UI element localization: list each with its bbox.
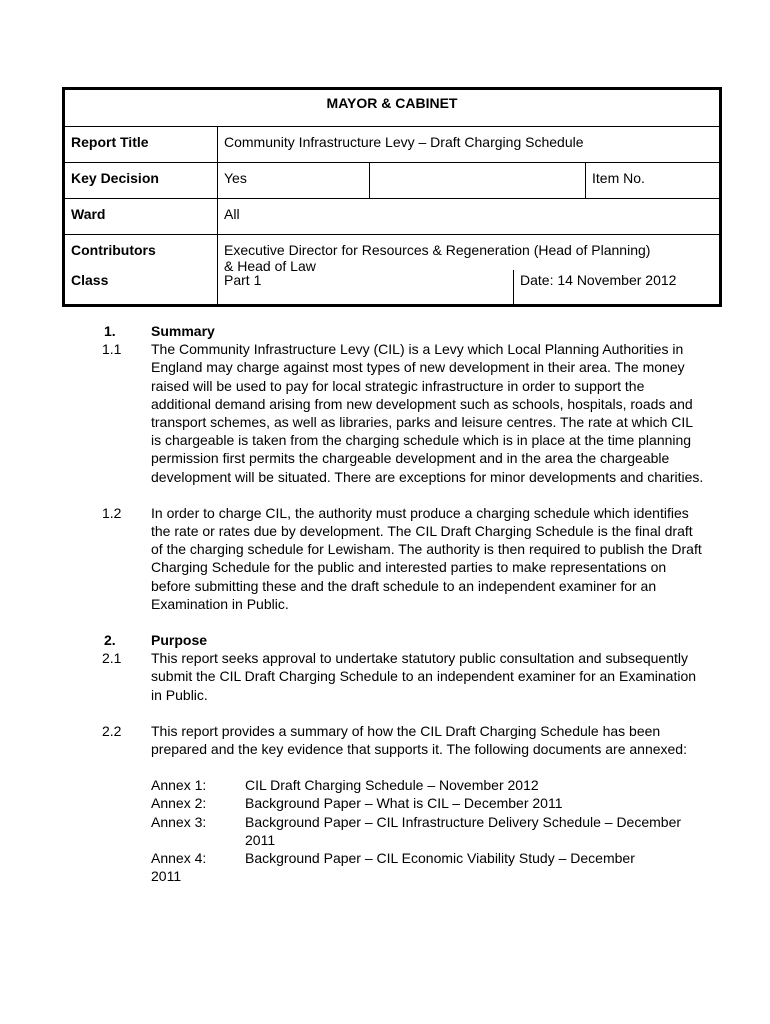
paragraph-text: This report provides a summary of how the CIL Draft Charging Schedule has been prepared and the key evidence that supports it. The following documents are annexed: bbox=[151, 722, 687, 758]
report-title-label: Report Title bbox=[65, 127, 218, 162]
contributors-label: Contributors bbox=[65, 235, 218, 270]
key-decision-value: Yes bbox=[218, 163, 370, 198]
annex-list bbox=[151, 776, 704, 885]
paragraph-2-2 bbox=[104, 722, 704, 758]
annex-label: Annex 1: bbox=[151, 777, 207, 794]
ward-label: Ward bbox=[65, 199, 218, 234]
paragraph-text: The Community Infrastructure Levy (CIL) is a Levy which Local Planning Authorities in England may charge against most types of new development in their area. The money raised will be used to pay for local strategic infrastructure in order to support the additional demand arising from new development such as schools, hospitals, roads and transport schemes, as well as libraries, parks and leisure centres. The rate at which CIL is chargeable is taken from the charging schedule which is in place at the time planning permission first permits the chargeable development and in the area the chargeable development will be situated. There are exceptions for minor developments and charities. bbox=[151, 341, 704, 485]
report-title-row bbox=[65, 126, 719, 162]
annex-continuation: 2011 bbox=[151, 868, 182, 885]
item-no-label: Item No. bbox=[592, 170, 645, 186]
key-decision-label: Key Decision bbox=[65, 163, 218, 198]
paragraph-number: 2.2 bbox=[102, 722, 122, 739]
annex-label: Annex 2: bbox=[151, 795, 207, 812]
table-title-row bbox=[65, 90, 719, 126]
contributors-line-2: & Head of Law bbox=[224, 258, 316, 274]
report-body bbox=[104, 322, 704, 885]
annex-label: Annex 4: bbox=[151, 850, 207, 867]
paragraph-number: 1.1 bbox=[102, 341, 122, 358]
section-number: 2. bbox=[104, 632, 116, 649]
annex-text: Background Paper – What is CIL – December 2011 bbox=[245, 795, 563, 812]
paragraph-1-2 bbox=[104, 504, 704, 613]
section-number: 1. bbox=[104, 323, 116, 339]
date-value: Date: 14 November 2012 bbox=[520, 272, 677, 288]
key-decision-blank bbox=[370, 163, 586, 198]
paragraph-text: This report seeks approval to undertake statutory public consultation and subsequently submit the CIL Draft Charging Schedule to an independent examiner for an Examination in Public. bbox=[151, 650, 697, 703]
key-decision-row bbox=[65, 162, 719, 198]
contributors-row bbox=[65, 234, 719, 274]
report-title-value: Community Infrastructure Levy – Draft Charging Schedule bbox=[224, 134, 584, 150]
table-title: MAYOR & CABINET bbox=[326, 95, 458, 111]
class-value: Part 1 bbox=[218, 270, 514, 304]
annex-item bbox=[151, 849, 704, 867]
section-2-heading bbox=[104, 631, 704, 649]
section-heading-text: Purpose bbox=[151, 632, 208, 649]
annex-item bbox=[151, 813, 704, 849]
paragraph-number: 2.1 bbox=[102, 650, 122, 667]
annex-item bbox=[151, 776, 704, 794]
annex-text: CIL Draft Charging Schedule – November 2012 bbox=[245, 777, 539, 794]
annex-label: Annex 3: bbox=[151, 813, 207, 830]
ward-row bbox=[65, 198, 719, 234]
section-1-heading bbox=[104, 322, 704, 340]
annex-text: Background Paper – CIL Economic Viability Study – December bbox=[245, 850, 635, 867]
contributors-value bbox=[218, 235, 719, 274]
class-row bbox=[65, 270, 719, 304]
report-header-table bbox=[62, 87, 722, 307]
annex-text: Background Paper – CIL Infrastructure Delivery Schedule – December 2011 bbox=[245, 813, 682, 848]
class-label: Class bbox=[65, 270, 218, 304]
section-heading-text: Summary bbox=[151, 323, 215, 339]
ward-value: All bbox=[224, 206, 240, 222]
contributors-line-1: Executive Director for Resources & Regeneration (Head of Planning) bbox=[224, 242, 651, 258]
paragraph-2-1 bbox=[104, 649, 704, 704]
annex-item bbox=[151, 794, 704, 812]
paragraph-number: 1.2 bbox=[102, 504, 122, 521]
paragraph-1-1 bbox=[104, 340, 704, 486]
paragraph-text: In order to charge CIL, the authority must produce a charging schedule which identifies the rate or rates due by development. The CIL Draft Charging Schedule is the final draft of the charging schedule for Lewisham. The authority is then required to publish the Draft Charging Schedule for the public and interested parties to make representations on before submitting these and the draft schedule to an independent examiner for an Examination in Public. bbox=[151, 504, 702, 612]
